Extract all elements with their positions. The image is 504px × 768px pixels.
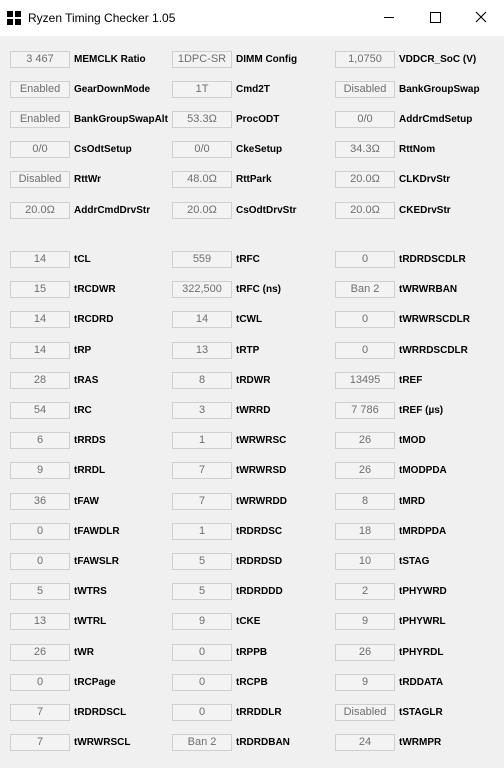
field-label: tFAW	[74, 495, 99, 507]
value-field[interactable]: 9	[335, 674, 395, 691]
field-label: tWRMPR	[399, 737, 442, 749]
value-field[interactable]: 34.3Ω	[335, 141, 395, 158]
value-field[interactable]: 28	[10, 372, 70, 389]
value-field[interactable]: 0/0	[172, 141, 232, 158]
maximize-button[interactable]	[412, 0, 458, 34]
field-label: AddrCmdSetup	[399, 114, 473, 126]
field-label: tWTRL	[74, 616, 107, 628]
field-label: tRFC (ns)	[236, 284, 281, 296]
field-label: tWR	[74, 646, 94, 658]
field-label: AddrCmdDrvStr	[74, 204, 151, 216]
value-field[interactable]: 10	[335, 553, 395, 570]
value-field[interactable]: 0	[172, 674, 232, 691]
value-field[interactable]: 8	[172, 372, 232, 389]
field-label: tRCDRD	[74, 314, 114, 326]
field-label: tWRWRSCDLR	[399, 314, 470, 326]
value-field[interactable]: Ban 2	[172, 734, 232, 751]
field-label: DIMM Config	[236, 54, 298, 65]
value-field[interactable]: 0	[335, 311, 395, 328]
value-field[interactable]: 1,0750	[335, 51, 395, 68]
value-field[interactable]: 18	[335, 523, 395, 540]
value-field[interactable]: 7	[10, 704, 70, 721]
field-label: tRDRDSD	[236, 556, 283, 567]
value-field[interactable]: 0	[172, 704, 232, 721]
value-field[interactable]: 7	[172, 462, 232, 479]
value-field[interactable]: 0	[10, 523, 70, 540]
field-label: tRCPage	[74, 676, 116, 688]
field-label: tWRWRDD	[236, 495, 287, 507]
field-label: tRP	[74, 344, 92, 356]
value-field[interactable]: 1T	[172, 81, 232, 98]
field-label: tRDRDDD	[236, 586, 283, 598]
value-field[interactable]: 9	[335, 613, 395, 630]
value-field[interactable]: 20.0Ω	[335, 202, 395, 219]
value-field[interactable]: 36	[10, 493, 70, 510]
field-label: tRDRDSC	[236, 525, 283, 537]
field-label: CsOdtSetup	[74, 144, 132, 156]
value-field[interactable]: 3 467	[10, 51, 70, 68]
value-field[interactable]: 13	[10, 613, 70, 630]
field-label: BankGroupSwap	[399, 84, 480, 96]
field-label: tCL	[74, 254, 91, 265]
field-label: tRRDL	[74, 465, 106, 477]
field-label: GearDownMode	[74, 84, 151, 96]
value-field[interactable]: 13	[172, 342, 232, 359]
field-label: CkeSetup	[236, 144, 283, 156]
field-label: tRAS	[74, 374, 99, 386]
value-field[interactable]: 2	[335, 583, 395, 600]
value-field[interactable]: 53.3Ω	[172, 111, 232, 128]
value-field[interactable]: Enabled	[10, 111, 70, 128]
field-label: tSTAG	[399, 556, 430, 567]
field-label: RttWr	[74, 174, 102, 186]
field-label: tWRRDSCDLR	[399, 344, 468, 356]
value-field[interactable]: 9	[172, 613, 232, 630]
window-title: Ryzen Timing Checker 1.05	[28, 11, 176, 25]
value-field[interactable]: 48.0Ω	[172, 171, 232, 188]
field-label: tCKE	[236, 616, 261, 628]
value-field[interactable]: 26	[10, 644, 70, 661]
value-field[interactable]: 5	[172, 583, 232, 600]
value-field[interactable]: 0	[172, 644, 232, 661]
field-label: tMODPDA	[399, 465, 447, 477]
value-field[interactable]: 1	[172, 432, 232, 449]
value-field[interactable]: 14	[172, 311, 232, 328]
field-label: tWRRD	[236, 405, 271, 416]
value-field[interactable]: 9	[10, 462, 70, 479]
value-field[interactable]: 5	[10, 583, 70, 600]
field-label: tRCDWR	[74, 284, 116, 296]
field-label: CsOdtDrvStr	[236, 204, 297, 216]
field-label: tRRDDLR	[236, 707, 282, 718]
field-label: tPHYWRL	[399, 616, 446, 628]
field-label: tMRD	[399, 495, 426, 507]
field-label: tRFC	[236, 254, 260, 265]
field-label: tWRWRSC	[236, 435, 287, 447]
value-field[interactable]: Ban 2	[335, 281, 395, 298]
value-field[interactable]: 0	[335, 251, 395, 268]
field-label: tRCPB	[236, 676, 268, 688]
field-label: tFAWSLR	[74, 556, 119, 567]
field-label: tCWL	[236, 314, 263, 326]
field-label: tPHYRDL	[399, 646, 444, 658]
field-label: Cmd2T	[236, 84, 270, 96]
field-label: tRTP	[236, 344, 260, 356]
field-label: RttNom	[399, 144, 436, 156]
value-field[interactable]: 20.0Ω	[172, 202, 232, 219]
value-field[interactable]: 7	[10, 734, 70, 751]
field-label: tRRDS	[74, 435, 106, 447]
value-field[interactable]: 322,500	[172, 281, 232, 298]
value-field[interactable]: 24	[335, 734, 395, 751]
field-label: VDDCR_SoC (V)	[399, 54, 477, 65]
value-field[interactable]: 1DPC-SR	[172, 51, 232, 68]
field-label: RttPark	[236, 174, 272, 186]
field-label: tRC	[74, 405, 92, 416]
value-field[interactable]: 0/0	[335, 111, 395, 128]
app-icon	[7, 11, 21, 25]
field-label: tRDWR	[236, 374, 271, 386]
field-label: tRDRDSCDLR	[399, 254, 466, 265]
field-label: tREF (µs)	[399, 405, 444, 416]
field-label: tRDDATA	[399, 676, 444, 688]
maximize-icon	[430, 12, 441, 23]
value-field[interactable]: 0	[10, 553, 70, 570]
field-label: MEMCLK Ratio	[74, 54, 146, 65]
close-button[interactable]	[458, 0, 504, 34]
field-label: tRDRDSCL	[74, 707, 127, 718]
field-label: CLKDrvStr	[399, 174, 451, 186]
value-field[interactable]: Enabled	[10, 81, 70, 98]
value-field[interactable]: 14	[10, 342, 70, 359]
value-field[interactable]: Disabled	[10, 171, 70, 188]
field-label: tMOD	[399, 435, 426, 447]
minimize-icon	[384, 17, 394, 18]
value-field[interactable]: 54	[10, 402, 70, 419]
value-field[interactable]: 14	[10, 311, 70, 328]
field-label: BankGroupSwapAlt	[74, 114, 168, 126]
value-field[interactable]: 20.0Ω	[10, 202, 70, 219]
field-label: tWRWRSCL	[74, 737, 131, 749]
field-label: tPHYWRD	[399, 586, 447, 598]
field-label: tRPPB	[236, 646, 268, 658]
close-icon	[475, 11, 487, 23]
value-field[interactable]: Disabled	[335, 704, 395, 721]
value-field[interactable]: 3	[172, 402, 232, 419]
value-field[interactable]: 1	[172, 523, 232, 540]
value-field[interactable]: 7	[172, 493, 232, 510]
value-field[interactable]: 0	[10, 674, 70, 691]
value-field[interactable]: 5	[172, 553, 232, 570]
value-field[interactable]: 6	[10, 432, 70, 449]
value-field[interactable]: 26	[335, 432, 395, 449]
field-label: CKEDrvStr	[399, 204, 451, 216]
value-field[interactable]: 26	[335, 644, 395, 661]
field-label: tRDRDBAN	[236, 737, 290, 749]
value-field[interactable]: 15	[10, 281, 70, 298]
value-field[interactable]: 0/0	[10, 141, 70, 158]
minimize-button[interactable]	[366, 0, 412, 34]
value-field[interactable]: 14	[10, 251, 70, 268]
field-label: tMRDPDA	[399, 525, 447, 537]
value-field[interactable]: Disabled	[335, 81, 395, 98]
value-field[interactable]: 0	[335, 342, 395, 359]
value-field[interactable]: 7 786	[335, 402, 395, 419]
main-content	[0, 36, 504, 768]
field-label: tFAWDLR	[74, 525, 120, 537]
field-label: tWTRS	[74, 586, 107, 598]
field-label: tWRWRSD	[236, 465, 287, 477]
field-label: tSTAGLR	[399, 707, 443, 718]
value-field[interactable]: 26	[335, 462, 395, 479]
value-field[interactable]: 559	[172, 251, 232, 268]
field-label: tREF	[399, 374, 423, 386]
title-bar[interactable]	[0, 0, 504, 37]
value-field[interactable]: 8	[335, 493, 395, 510]
value-field[interactable]: 13495	[335, 372, 395, 389]
field-label: ProcODT	[236, 114, 280, 126]
value-field[interactable]: 20.0Ω	[335, 171, 395, 188]
field-label: tWRWRBAN	[399, 284, 458, 296]
